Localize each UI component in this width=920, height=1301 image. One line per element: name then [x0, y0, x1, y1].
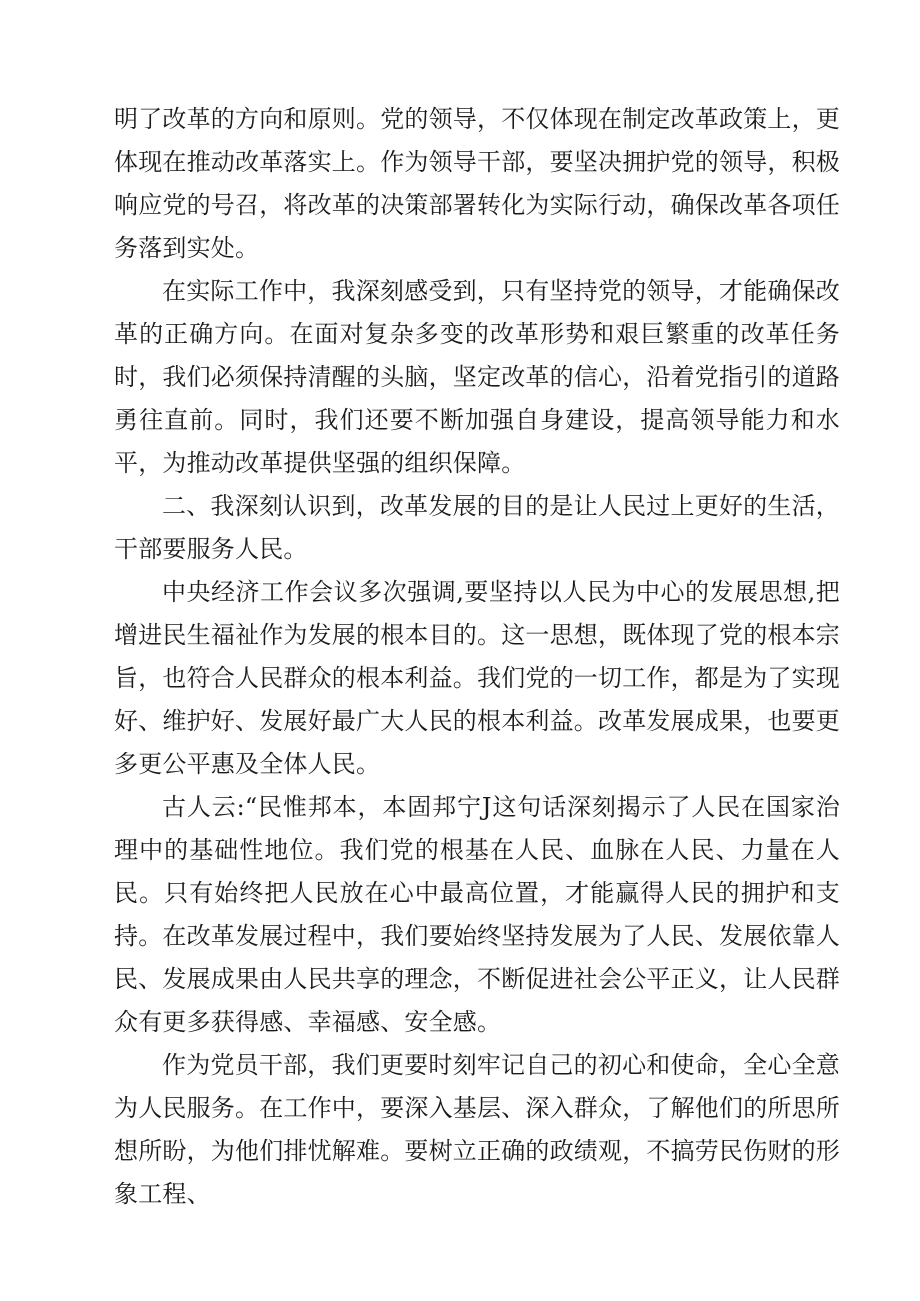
document-body — [114, 98, 840, 1216]
paragraph-3: 中央经济工作会议多次强调,要坚持以人民为中心的发展思想,把增进民生福祉作为发展的根本目的。这一思想，既体现了党的根本宗旨，也符合人民群众的根本利益。我们党的一切工作，都是为了实现好、维护好、发展好最广大人民的根本利益。改革发展成果，也要更多更公平惠及全体人民。 — [114, 578, 840, 778]
paragraph-5: 作为党员干部，我们更要时刻牢记自己的初心和使命，全心全意为人民服务。在工作中，要深入基层、深入群众，了解他们的所思所想所盼，为他们排忧解难。要树立正确的政绩观，不搞劳民伤财的形象工程、 — [114, 1051, 840, 1208]
paragraph-4: 古人云:“民惟邦本，本固邦宁J这句话深刻揭示了人民在国家治理中的基础性地位。我们党的根基在人民、血脉在人民、力量在人民。只有始终把人民放在心中最高位置，才能赢得人民的拥护和支持。在改革发展过程中，我们要始终坚持发展为了人民、发展依靠人民、发展成果由人民共享的理念，不断促进社会公平正义，让人民群众有更多获得感、幸福感、安全感。 — [114, 793, 840, 1036]
paragraph-2: 在实际工作中，我深刻感受到，只有坚持党的领导，才能确保改革的正确方向。在面对复杂多变的改革形势和艰巨繁重的改革任务时，我们必须保持清醒的头脑，坚定改革的信心，沿着党指引的道路勇往直前。同时，我们还要不断加强自身建设，提高领导能力和水平，为推动改革提供坚强的组织保障。 — [114, 277, 840, 477]
section-heading-two: 二、我深刻认识到，改革发展的目的是让人民过上更好的生活，干部要服务人民。 — [114, 492, 840, 563]
paragraph-1: 明了改革的方向和原则。党的领导，不仅体现在制定改革政策上，更体现在推动改革落实上。作为领导干部，要坚决拥护党的领导，积极响应党的号召，将改革的决策部署转化为实际行动，确保改革各项任务落到实处。 — [114, 105, 840, 262]
